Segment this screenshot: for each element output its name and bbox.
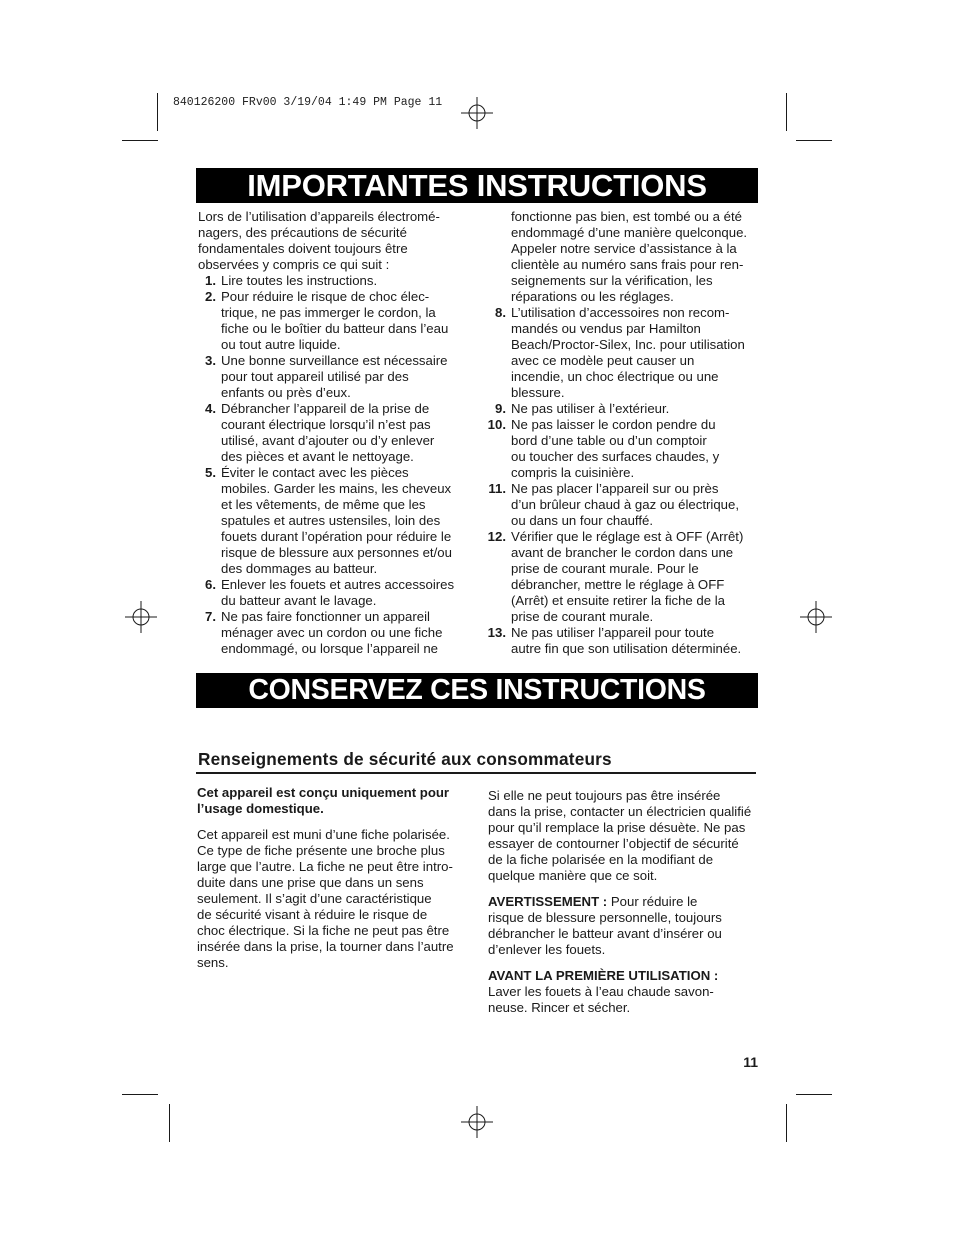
item-line: endommagé d’une manière quelconque.	[511, 225, 748, 240]
item-line: clientèle au numéro sans frais pour ren-	[511, 257, 744, 272]
crop-mark	[157, 93, 158, 131]
item-line: autre fin que son utilisation déterminée.	[511, 641, 742, 656]
item-number: 1.	[205, 273, 216, 288]
item-line: enfants ou près d’eux.	[221, 385, 351, 400]
warning-text: Pour réduire le	[607, 894, 698, 909]
crop-mark	[786, 93, 787, 131]
item-line: Enlever les fouets et autres accessoires	[221, 577, 455, 592]
para-line: sens.	[197, 955, 229, 970]
item-line: seignements sur la vérification, les	[511, 273, 713, 288]
item-line: Ne pas faire fonctionner un appareil	[221, 609, 430, 624]
para-line: neuse. Rincer et sécher.	[488, 1000, 631, 1015]
instructions-column-left	[198, 209, 468, 657]
item-line: mandés ou vendus par Hamilton	[511, 321, 701, 336]
para-line: insérée dans la prise, la tourner dans l’autre	[197, 939, 454, 954]
para-line: essayer de contourner l’objectif de sécurité	[488, 836, 739, 851]
item-line: prise de courant murale.	[511, 609, 654, 624]
item-line: avec ce modèle peut causer un	[511, 353, 695, 368]
instruction-item-continued	[511, 209, 758, 305]
item-line: pour tout appareil utilisé par des	[221, 369, 409, 384]
item-number: 11.	[488, 481, 506, 496]
item-number: 2.	[205, 289, 216, 304]
item-number: 12.	[487, 529, 506, 544]
item-number: 5.	[205, 465, 216, 480]
item-number: 3.	[205, 353, 216, 368]
item-line: avant de brancher le cordon dans une	[511, 545, 734, 560]
item-line: blessure.	[511, 385, 565, 400]
para-line: Ce type de fiche présente une broche plus	[197, 843, 445, 858]
para-line: pour qu’il remplace la prise désuète. Ne pas	[488, 820, 746, 835]
item-number: 4.	[205, 401, 216, 416]
para-line: de la fiche polarisée en la modifiant de	[488, 852, 714, 867]
crop-mark	[122, 1094, 158, 1095]
instruction-item	[205, 609, 468, 657]
banner-important-instructions	[196, 168, 758, 203]
para-line: seulement. Il s’agit d’une caractéristique	[197, 891, 432, 906]
item-line: endommagé, ou lorsque l’appareil ne	[221, 641, 439, 656]
item-line: utilisé, avant d’ajouter ou d’y enlever	[221, 433, 435, 448]
instruction-item	[488, 481, 758, 529]
para-line: Cet appareil est muni d’une fiche polarisée.	[197, 827, 450, 842]
instruction-item	[487, 417, 758, 481]
para-line: débrancher le batteur avant d’insérer ou	[488, 926, 722, 941]
crop-mark	[796, 1094, 832, 1095]
item-line: Beach/Proctor-Silex, Inc. pour utilisation	[511, 337, 745, 352]
instruction-item	[205, 577, 468, 609]
item-line: du batteur avant le lavage.	[221, 593, 377, 608]
page-number: 11	[743, 1054, 758, 1070]
item-line: fonctionne pas bien, est tombé ou a été	[511, 209, 742, 224]
item-line: Ne pas laisser le cordon pendre du	[511, 417, 716, 432]
crop-mark	[122, 140, 158, 141]
instruction-item	[205, 353, 468, 401]
para-line: dans la prise, contacter un électricien qualifié	[488, 804, 752, 819]
item-number: 7.	[205, 609, 216, 624]
para-line: large que l’autre. La fiche ne peut être intro-	[197, 859, 453, 874]
item-line: Lire toutes les instructions.	[221, 273, 378, 288]
item-number: 13.	[487, 625, 506, 640]
intro-line: observées y compris ce qui suit :	[198, 257, 390, 272]
section-rule	[196, 772, 756, 774]
intro-paragraph	[198, 209, 468, 273]
item-line: ou tout autre liquide.	[221, 337, 341, 352]
item-number: 8.	[495, 305, 506, 320]
item-line: mobiles. Garder les mains, les cheveux	[221, 481, 452, 496]
item-line: trique, ne pas immerger le cordon, la	[221, 305, 436, 320]
intro-line: Lors de l’utilisation d’appareils électromé-	[198, 209, 440, 224]
polarized-plug-paragraph	[197, 827, 472, 971]
para-line: Si elle ne peut toujours pas être insérée	[488, 788, 721, 803]
warning-first-line	[488, 894, 758, 910]
instruction-item	[487, 529, 758, 625]
item-number: 9.	[495, 401, 506, 416]
registration-mark-icon	[461, 1106, 493, 1138]
item-line: incendie, un choc électrique ou une	[511, 369, 719, 384]
item-line: fouets durant l’opération pour réduire le	[221, 529, 452, 544]
item-line: Ne pas utiliser l’appareil pour toute	[511, 625, 715, 640]
item-line: d’un brûleur chaud à gaz ou électrique,	[511, 497, 740, 512]
item-line: des dommages au batteur.	[221, 561, 378, 576]
item-line: Débrancher l’appareil de la prise de	[221, 401, 430, 416]
item-line: Vérifier que le réglage est à OFF (Arrêt)	[511, 529, 744, 544]
crop-mark	[786, 1104, 787, 1142]
section-title: Renseignements de sécurité aux consommateurs	[198, 749, 612, 769]
item-line: risque de blessure aux personnes et/ou	[221, 545, 452, 560]
para-line: de sécurité visant à réduire le risque de	[197, 907, 428, 922]
intro-line: nagers, des précautions de sécurité	[198, 225, 407, 240]
item-number: 10.	[487, 417, 506, 432]
item-line: Ne pas utiliser à l’extérieur.	[511, 401, 670, 416]
household-use-note	[197, 785, 472, 817]
instruction-item	[205, 465, 468, 577]
item-number: 6.	[205, 577, 216, 592]
registration-mark-icon	[461, 97, 493, 129]
item-line: réparations ou les réglages.	[511, 289, 674, 304]
item-line: courant électrique lorsqu’il n’est pas	[221, 417, 431, 432]
item-line: débrancher, mettre le réglage à OFF	[511, 577, 725, 592]
warning-paragraph	[488, 894, 758, 958]
warning-label: AVERTISSEMENT :	[488, 894, 608, 909]
before-first-use-paragraph	[488, 968, 758, 1016]
instruction-item	[205, 289, 468, 353]
instructions-column-right	[488, 209, 758, 657]
note-line: l’usage domestique.	[197, 801, 324, 816]
item-line: Pour réduire le risque de choc élec-	[221, 289, 430, 304]
crop-mark	[796, 140, 832, 141]
item-line: ou toucher des surfaces chaudes, y	[511, 449, 720, 464]
safety-column-left	[197, 785, 472, 981]
registration-mark-icon	[125, 601, 157, 633]
banner-title: CONSERVEZ CES INSTRUCTIONS	[248, 674, 706, 706]
para-line: d’enlever les fouets.	[488, 942, 606, 957]
item-line: fiche ou le boîtier du batteur dans l’eau	[221, 321, 449, 336]
instruction-item	[205, 273, 468, 289]
para-line: risque de blessure personnelle, toujours	[488, 910, 722, 925]
item-line: spatules et autres ustensiles, loin des	[221, 513, 441, 528]
before-first-use-label: AVANT LA PREMIÈRE UTILISATION :	[488, 968, 719, 983]
instruction-item	[205, 401, 468, 465]
banner-title: IMPORTANTES INSTRUCTIONS	[247, 168, 707, 203]
para-line: Laver les fouets à l’eau chaude savon-	[488, 984, 714, 999]
intro-line: fondamentales doivent toujours être	[198, 241, 408, 256]
instruction-item	[495, 305, 758, 401]
item-line: prise de courant murale. Pour le	[511, 561, 699, 576]
para-line: choc électrique. Si la fiche ne peut pas être	[197, 923, 450, 938]
item-line: L’utilisation d’accessoires non recom-	[511, 305, 730, 320]
para-line: duite dans une prise que dans un sens	[197, 875, 424, 890]
instruction-item	[487, 625, 758, 657]
item-line: Éviter le contact avec les pièces	[221, 465, 409, 480]
item-line: et les vêtements, de même que les	[221, 497, 426, 512]
banner-save-instructions	[196, 673, 758, 708]
registration-mark-icon	[800, 601, 832, 633]
item-line: Une bonne surveillance est nécessaire	[221, 353, 448, 368]
para-line: quelque manière que ce soit.	[488, 868, 658, 883]
item-line: ménager avec un cordon ou une fiche	[221, 625, 443, 640]
instruction-item	[495, 401, 758, 417]
safety-column-right	[488, 788, 758, 1026]
item-line: des pièces et avant le nettoyage.	[221, 449, 414, 464]
print-slug: 840126200 FRv00 3/19/04 1:49 PM Page 11	[173, 96, 443, 109]
item-line: bord d’une table ou d’un comptoir	[511, 433, 707, 448]
item-line: (Arrêt) et ensuite retirer la fiche de la	[511, 593, 726, 608]
crop-mark	[169, 1104, 170, 1142]
item-line: Appeler notre service d’assistance à la	[511, 241, 737, 256]
outlet-paragraph	[488, 788, 758, 884]
item-line: Ne pas placer l’appareil sur ou près	[511, 481, 719, 496]
item-line: compris la cuisinière.	[511, 465, 635, 480]
item-line: ou dans un four chauffé.	[511, 513, 653, 528]
note-line: Cet appareil est conçu uniquement pour	[197, 785, 450, 800]
